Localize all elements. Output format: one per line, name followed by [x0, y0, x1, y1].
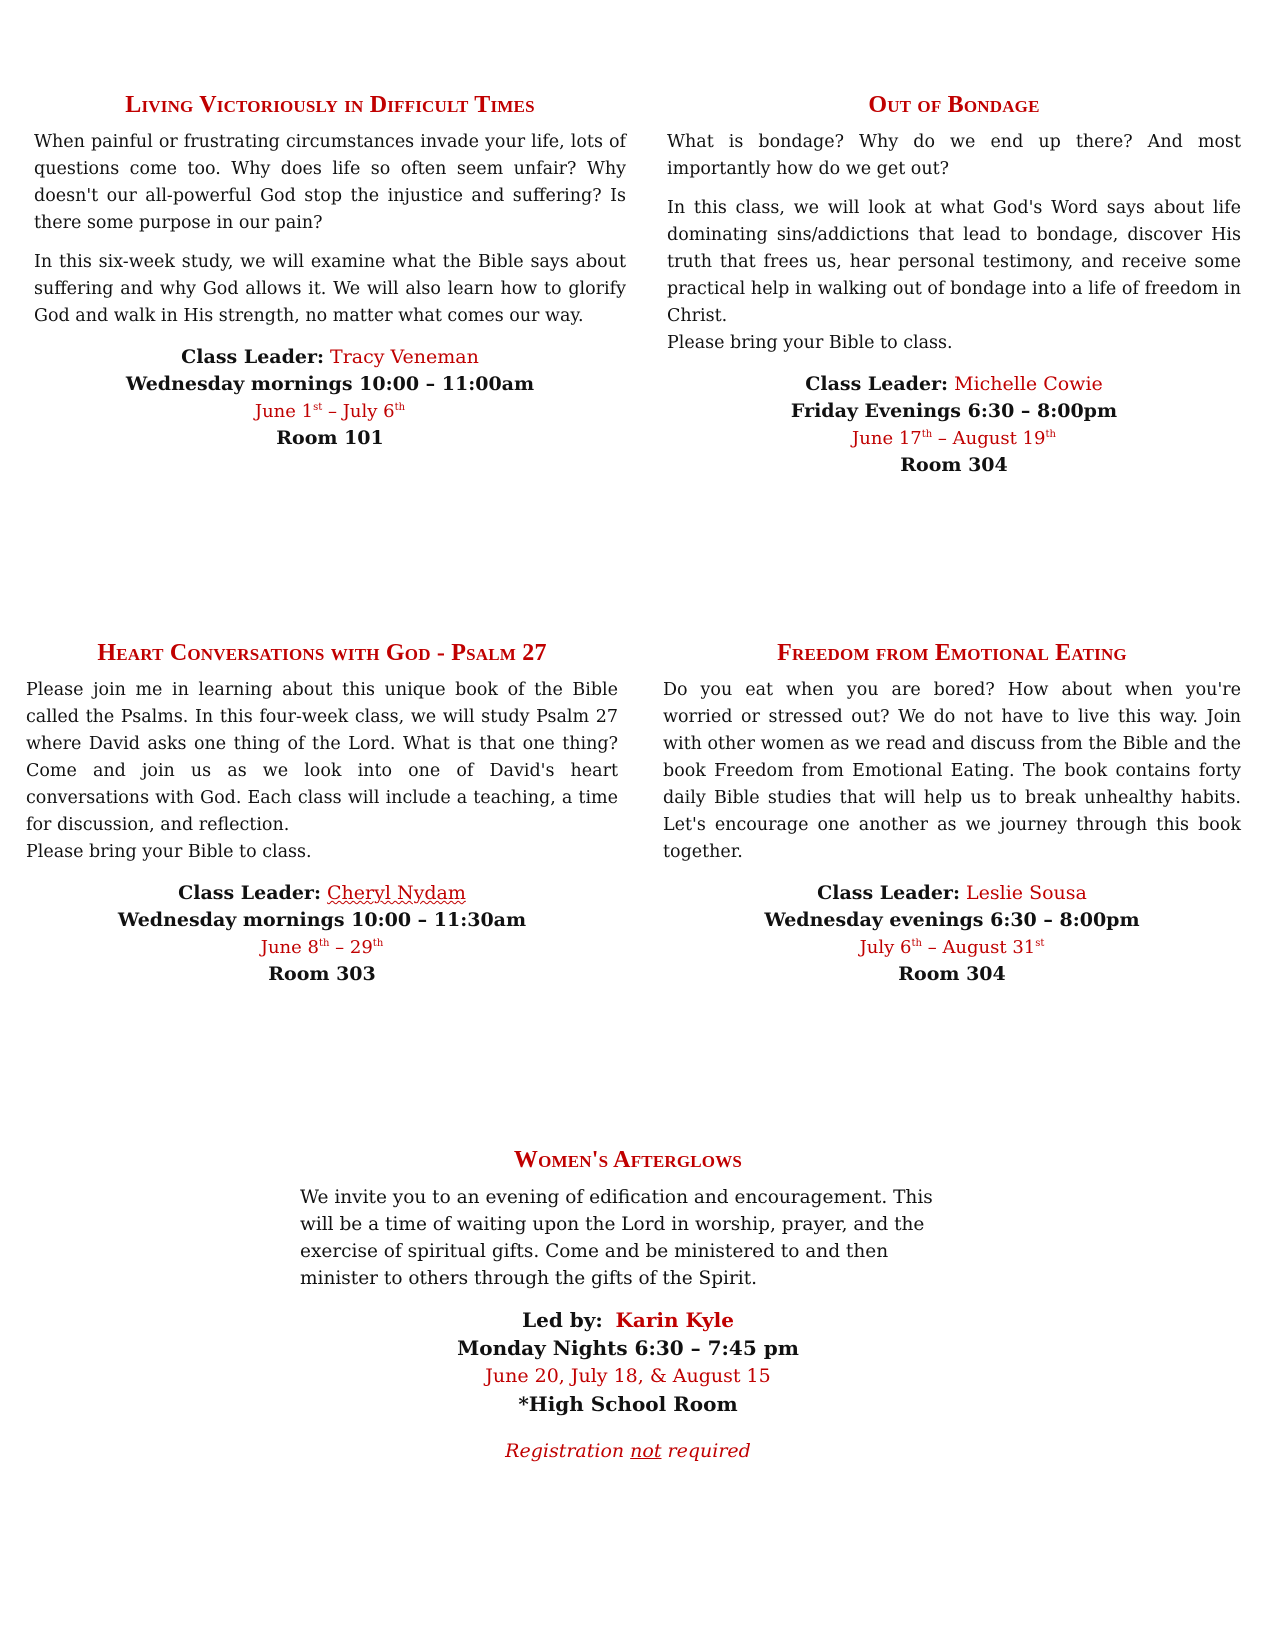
class-info	[667, 371, 1241, 479]
description-paragraph: In this six-week study, we will examine what the Bible says about suffering and why God allows it. We will also learn how to glorify God and walk in His strength, no matter what comes our way.	[34, 252, 626, 326]
room: Room 304	[900, 454, 1008, 476]
class-out-of-bondage	[667, 92, 1241, 479]
schedule: Friday Evenings 6:30 – 8:00pm	[790, 400, 1118, 422]
schedule: Wednesday evenings 6:30 – 8:00pm	[764, 909, 1140, 931]
leader-label: Class Leader:	[817, 882, 960, 904]
room: Room 101	[276, 427, 384, 449]
date-range: July 6th – August 31st	[859, 937, 1045, 958]
leader-name: Tracy Veneman	[330, 346, 479, 368]
class-info	[663, 880, 1241, 988]
registration-note: Registration not required	[505, 1440, 751, 1462]
section-title: Out of Bondage	[868, 92, 1040, 118]
description-paragraph: What is bondage? Why do we end up there? And most importantly how do we get out?	[667, 132, 1241, 179]
led-by-label: Led by:	[522, 1308, 603, 1332]
bring-bible-note: Please bring your Bible to class.	[667, 333, 953, 353]
leader-name: Leslie Sousa	[966, 882, 1087, 904]
event-dates: June 20, July 18, & August 15	[485, 1365, 771, 1387]
class-emotional-eating	[663, 640, 1241, 988]
description-paragraph: Do you eat when you are bored? How about when you're worried or stressed out? We do not have to live this way. Join with other women as we read and discuss from the Bible and the book Freedom from Emotional Eating. The book contains forty daily Bible studies that will help us to break unhealthy habits. Let's encourage one another as we journey through this book together.	[663, 680, 1241, 862]
class-info	[34, 344, 626, 452]
schedule: Wednesday mornings 10:00 – 11:30am	[117, 909, 527, 931]
date-range: June 17th – August 19th	[852, 428, 1056, 449]
class-heart-conversations	[26, 640, 618, 988]
schedule: Monday Nights 6:30 – 7:45 pm	[457, 1336, 799, 1360]
schedule: Wednesday mornings 10:00 – 11:00am	[125, 373, 535, 395]
room: Room 304	[898, 963, 1006, 985]
class-leader-line	[26, 880, 618, 907]
description-paragraph: In this class, we will look at what God's Word says about life dominating sins/addictions that lead to bondage, discover His truth that frees us, hear personal testimony, and receive some practical help in walking out of bondage into a life of freedom in Christ.	[667, 198, 1241, 326]
date-range: June 8th – 29th	[260, 937, 384, 958]
bring-bible-note: Please bring your Bible to class.	[26, 842, 312, 862]
event-info	[300, 1306, 956, 1418]
leader-label: Class Leader:	[178, 882, 321, 904]
description-paragraph: Please join me in learning about this unique book of the Bible called the Psalms. In this four-week class, we will study Psalm 27 where David asks one thing of the Lord. What is that one thing? Come and join us as we look into one of David's heart conversations with God. Each class will include a teaching, a time for discussion, and reflection.	[26, 680, 618, 835]
section-title: Living Victoriously in Difficult Times	[125, 92, 535, 118]
section-title: Women's Afterglows	[513, 1147, 743, 1173]
leader-name: Michelle Cowie	[954, 373, 1103, 395]
leader-name: Karin Kyle	[615, 1308, 734, 1332]
section-title: Freedom from Emotional Eating	[777, 640, 1127, 666]
womens-afterglows	[300, 1147, 956, 1462]
class-leader-line	[667, 371, 1241, 398]
description-paragraph: When painful or frustrating circumstances invade your life, lots of questions come too. Why does life so often seem unfair? Why doesn't our all-powerful God stop the injustice and suffering? Is there some purpose in our pain?	[34, 132, 626, 233]
description-paragraph: We invite you to an evening of edification and encouragement. This will be a time of waiting upon the Lord in worship, prayer, and the exercise of spiritual gifts. Come and be ministered to and then minister to others through the gifts of the Spirit.	[300, 1187, 933, 1289]
section-title: Heart Conversations with God - Psalm 27	[97, 640, 547, 666]
class-leader-line	[34, 344, 626, 371]
class-info	[26, 880, 618, 988]
room: *High School Room	[518, 1392, 738, 1416]
class-leader-line	[663, 880, 1241, 907]
leader-name: Cheryl Nydam	[327, 882, 466, 904]
room: Room 303	[268, 963, 376, 985]
leader-label: Class Leader:	[181, 346, 324, 368]
date-range: June 1st – July 6th	[254, 401, 406, 422]
class-living-victoriously	[34, 92, 626, 452]
leader-label: Class Leader:	[805, 373, 949, 395]
led-by-line	[300, 1306, 956, 1334]
